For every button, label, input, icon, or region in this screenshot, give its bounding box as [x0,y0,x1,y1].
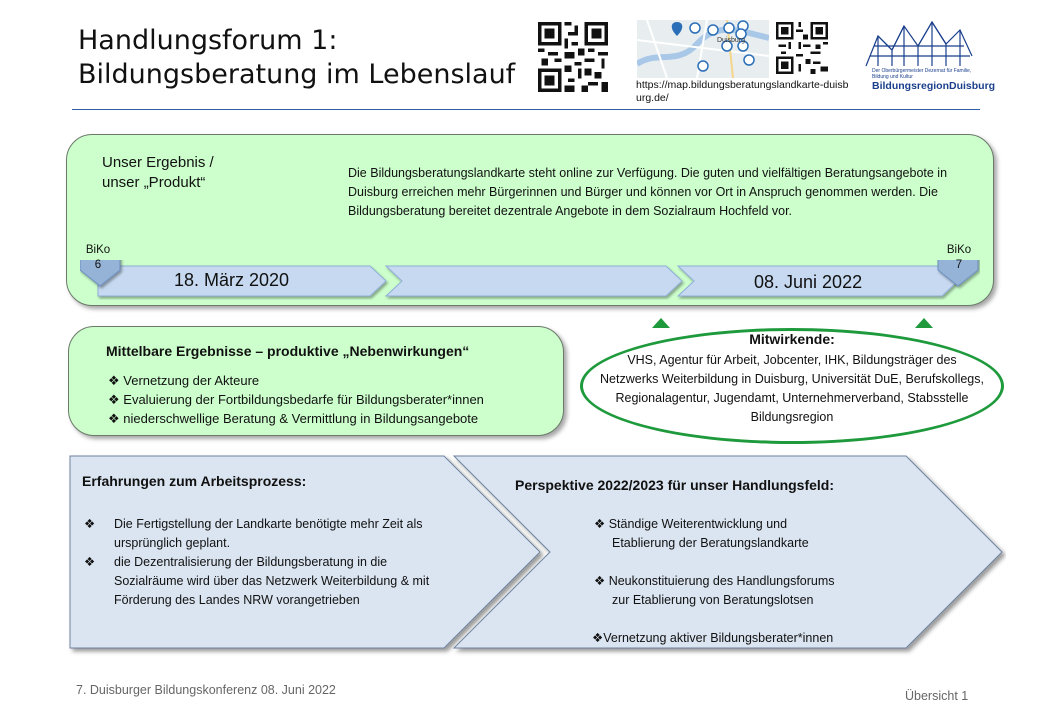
contributors-title: Mitwirkende: [749,331,835,347]
biko-end-label [936,243,982,273]
bullet-icon: ❖ [108,373,120,388]
list-item [84,553,446,610]
map-url-link[interactable]: https://map.bildungsberatungslandkarte-duisburg.de/ [636,79,849,104]
perspective-title: Perspektive 2022/2023 für unser Handlungsfeld: [515,477,835,493]
map-city-label: Duisburg [717,37,746,44]
footer-event: 7. Duisburger Bildungskonferenz 08. Juni 2022 [76,683,336,697]
timeline-end-date: 08. Juni 2022 [754,272,863,292]
bullet-icon: ❖ [594,517,606,531]
list-item [108,371,484,390]
biko-start-line-1: BiKo [85,244,111,256]
list-item [84,515,446,553]
bullet-icon: ❖ [84,517,96,531]
bullet-icon: ❖ [594,574,606,588]
qr-code-icon [776,22,828,74]
biko-start-label [75,243,121,273]
perspective-list [594,515,835,648]
map-thumbnail[interactable] [637,20,769,78]
list-item-text: Ständige Weiterentwicklung und [608,517,788,531]
result-label-line-1: Unser Ergebnis / [102,154,214,171]
side-effects-title: Mittelbare Ergebnisse – produktive „Nebenwirkungen“ [106,343,470,359]
list-item [108,409,484,428]
logo-brand: BildungsregionDuisburg [872,80,996,92]
list-item-text: Etablierung der Beratungslandkarte [612,536,809,550]
header-divider [72,109,980,110]
list-item [108,390,484,409]
footer-slide-number: Übersicht 1 [905,689,969,703]
list-item-text: Vernetzung der Akteure [123,373,260,388]
list-item [594,572,835,610]
timeline-segment-2 [386,266,682,296]
list-item-text: Vernetzung aktiver Bildungsberater*innen [603,631,834,645]
contributors-text: VHS, Agentur für Arbeit, Jobcenter, IHK, Bildungsträger des Netzwerks Weiterbildung in Duisburg, Universität DuE, Berufskollegs, Regionalagentur, Jugendamt, Unternehmerverband, Stabsstelle Bildungsregion [600,353,984,424]
bullet-icon: ❖ [84,555,96,569]
bullet-icon: ❖ [108,392,120,407]
list-item-text: Evaluierung der Fortbildungsbedarfe für Bildungsberater*innen [123,392,484,407]
list-item-text: niederschwellige Beratung & Vermittlung in Bildungsangebote [123,411,479,426]
bullet-icon: ❖ [592,631,604,645]
bullet-icon: ❖ [108,411,120,426]
result-label-line-2: unser „Produkt“ [102,174,206,191]
logo-caption: Der Oberbürgermeister Dezernat für Familie, Bildung und Kultur [872,68,972,80]
result-label [102,153,214,193]
biko-end-line-1: BiKo [946,244,972,256]
biko-end-line-2: 7 [955,259,963,271]
qr-code-icon [538,22,608,92]
list-item-text: die Dezentralisierung der Bildungsberatung in die Sozialräume wird über das Netzwerk Weiterbildung & mit Förderung des Landes NRW vorangetrieben [114,555,430,607]
experience-title: Erfahrungen zum Arbeitsprozess: [82,473,307,489]
list-item [592,629,835,648]
landmark-icon [860,16,978,68]
title-line-1: Handlungsforum 1: [78,25,338,56]
page-title [78,24,515,92]
list-item-text: Die Fertigstellung der Landkarte benötigte mehr Zeit als ursprünglich geplant. [114,517,423,550]
arrow-up-icon [915,318,933,328]
title-line-2: Bildungsberatung im Lebenslauf [78,59,516,90]
list-item-text: Neukonstituierung des Handlungsforums [608,574,835,588]
list-item [594,515,835,553]
arrow-up-icon [652,318,670,328]
experience-list [84,515,446,610]
side-effects-list [108,371,484,428]
biko-start-line-2: 6 [94,259,102,271]
timeline-start-date: 18. März 2020 [174,270,290,290]
map-icon [637,20,769,78]
result-description: Die Bildungsberatungslandkarte steht online zur Verfügung. Die guten und vielfältigen Beratungsangebote in Duisburg erreichen mehr Bürgerinnen und Bürger und können vor Ort in Anspruch genommen werden. Die Bildungsberatung bereitet dezentrale Angebote in dem Sozialraum Hochfeld vor. [348,166,948,218]
list-item-text: zur Etablierung von Beratungslotsen [612,593,814,607]
